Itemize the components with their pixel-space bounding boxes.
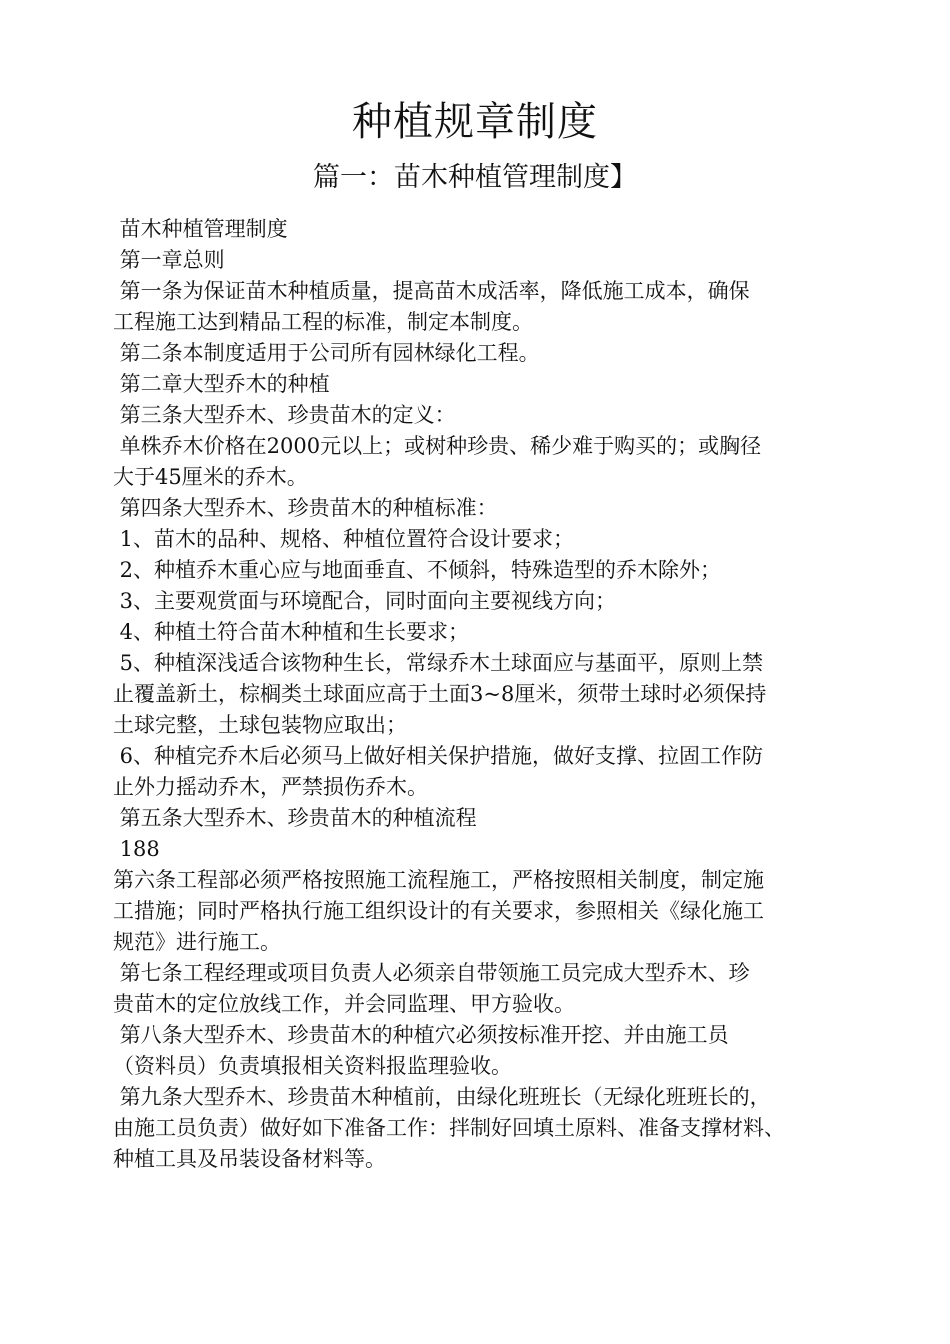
body-line: （资料员）负责填报相关资料报监理验收。 <box>113 1054 512 1078</box>
body-line: 第四条大型乔木、珍贵苗木的种植标准： <box>113 496 498 520</box>
body-line: 贵苗木的定位放线工作，并会同监理、甲方验收。 <box>113 992 575 1016</box>
body-line: 止外力摇动乔木，严禁损伤乔木。 <box>113 775 428 799</box>
body-line: 土球完整，土球包装物应取出； <box>113 713 407 737</box>
body-line: 工程施工达到精品工程的标准，制定本制度。 <box>113 310 533 334</box>
document-title: 种植规章制度 <box>352 99 598 145</box>
body-line: 第一章总则 <box>113 248 225 272</box>
body-line: 第六条工程部必须严格按照施工流程施工，严格按照相关制度，制定施 <box>113 868 764 892</box>
body-line: 188 <box>113 837 160 861</box>
body-line: 2、种植乔木重心应与地面垂直、不倾斜，特殊造型的乔木除外； <box>113 558 722 582</box>
body-line: 5、种植深浅适合该物种生长，常绿乔木土球面应与基面平，原则上禁 <box>113 651 764 675</box>
body-line: 第九条大型乔木、珍贵苗木种植前，由绿化班班长（无绿化班班长的， <box>113 1085 771 1109</box>
body-line: 止覆盖新土，棕榈类土球面应高于土面3~8厘米，须带土球时必须保持 <box>113 682 767 706</box>
body-line: 单株乔木价格在2000元以上；或树种珍贵、稀少难于购买的；或胸径 <box>113 434 762 458</box>
body-line: 工措施；同时严格执行施工组织设计的有关要求，参照相关《绿化施工 <box>113 899 764 923</box>
body-line: 第五条大型乔木、珍贵苗木的种植流程 <box>113 806 477 830</box>
body-line: 3、主要观赏面与环境配合，同时面向主要视线方向； <box>113 589 617 613</box>
body-line: 规范》进行施工。 <box>113 930 281 954</box>
body-line: 第二条本制度适用于公司所有园林绿化工程。 <box>113 341 540 365</box>
body-line: 第三条大型乔木、珍贵苗木的定义： <box>113 403 456 427</box>
document-subtitle: 篇一：苗木种植管理制度】 <box>313 162 637 193</box>
body-line: 大于45厘米的乔木。 <box>113 465 308 489</box>
body-line: 4、种植土符合苗木种植和生长要求； <box>113 620 470 644</box>
body-line: 苗木种植管理制度 <box>113 217 288 241</box>
body-line: 1、苗木的品种、规格、种植位置符合设计要求； <box>113 527 575 551</box>
document-body <box>113 214 848 1175</box>
body-line: 种植工具及吊装设备材料等。 <box>113 1147 386 1171</box>
body-line: 第一条为保证苗木种植质量，提高苗木成活率，降低施工成本，确保 <box>113 279 750 303</box>
body-line: 由施工员负责）做好如下准备工作：拌制好回填土原料、准备支撑材料、 <box>113 1116 785 1140</box>
body-line: 6、种植完乔木后必须马上做好相关保护措施，做好支撑、拉固工作防 <box>113 744 764 768</box>
body-line: 第二章大型乔木的种植 <box>113 372 330 396</box>
body-line: 第八条大型乔木、珍贵苗木的种植穴必须按标准开挖、并由施工员 <box>113 1023 729 1047</box>
body-line: 第七条工程经理或项目负责人必须亲自带领施工员完成大型乔木、珍 <box>113 961 750 985</box>
